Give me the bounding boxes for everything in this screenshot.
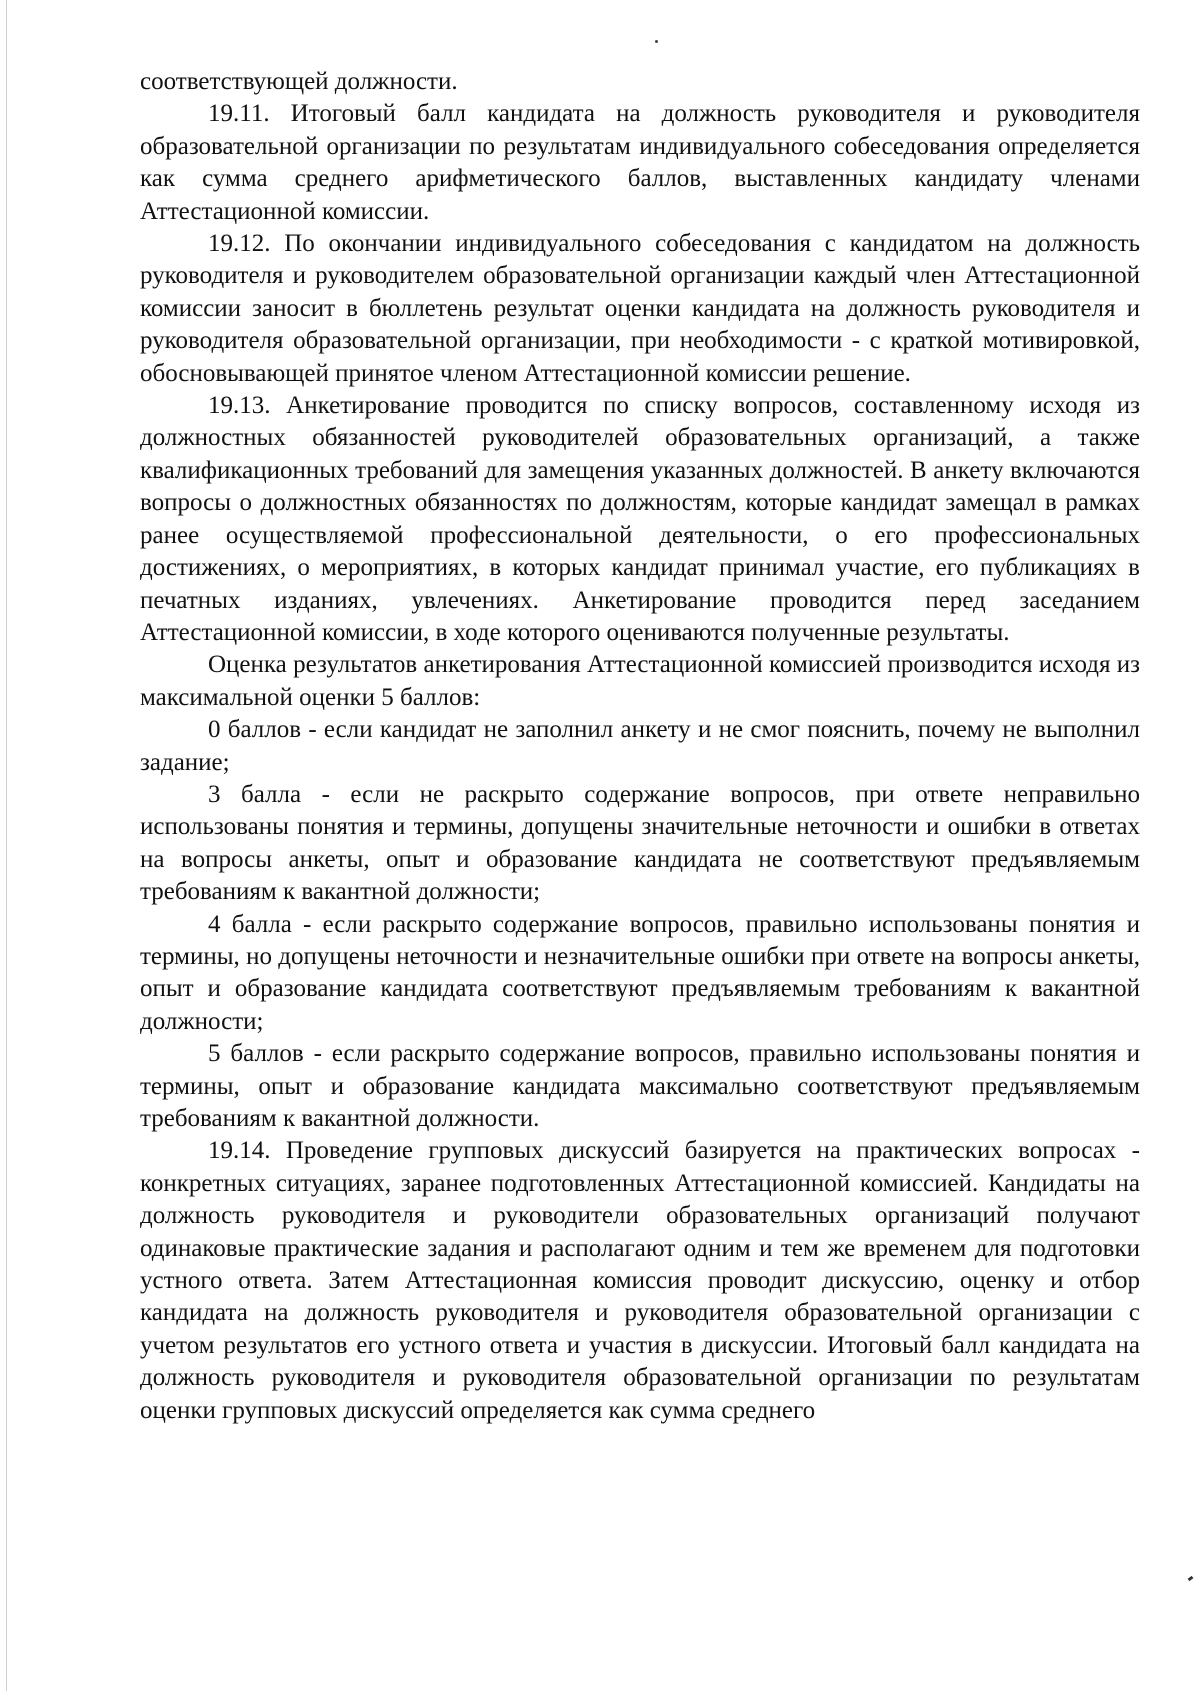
scan-speck-right (1188, 1576, 1194, 1581)
paragraph-score-4: 4 балла - если раскрыто содержание вопросов, правильно использованы понятия и термины, но допущены неточности и незначительные ошибки при ответе на вопросы анкеты, опыт и образование кандидата соответствуют предъявляемым требованиям к вакантной должности; (140, 910, 1140, 1035)
paragraph-assessment-intro: Оценка результатов анкетирования Аттестационной комиссией производится исходя из максимальной оценки 5 баллов: (140, 651, 1140, 711)
paragraph-score-3: 3 балла - если не раскрыто содержание вопросов, при ответе неправильно использованы понятия и термины, допущены значительные неточности и ошибки в ответах на вопросы анкеты, опыт и образование кандидата не соответствуют предъявляемым требованиям к вакантной должности; (140, 780, 1140, 906)
paragraph-score-0: 0 баллов - если кандидат не заполнил анкету и не смог пояснить, почему не выполнил задание; (140, 716, 1140, 776)
paragraph-19-11: 19.11. Итоговый балл кандидата на должность руководителя и руководителя образовательной организации по результатам индивидуального собеседования определяется как сумма среднего арифметического баллов, выставленных кандидату членами Аттестационной комиссии. (140, 100, 1140, 225)
scan-speck-top (655, 40, 658, 43)
document-body (140, 66, 1140, 1427)
paragraph-19-12: 19.12. По окончании индивидуального собеседования с кандидатом на должность руководителя и руководителем образовательной организации каждый член Аттестационной комиссии заносит в бюллетень результат оценки кандидата на должность руководителя и руководителя образовательной организации, при необходимости - с краткой мотивировкой, обосновывающей принятое членом Аттестационной комиссии решение. (140, 230, 1140, 387)
scan-left-edge (6, 0, 7, 1691)
paragraph-19-13: 19.13. Анкетирование проводится по списку вопросов, составленному исходя из должностных обязанностей руководителей образовательных организаций, а также квалификационных требований для замещения указанных должностей. В анкету включаются вопросы о должностных обязанностях по должностям, которые кандидат замещал в рамках ранее осуществляемой профессиональной деятельности, о его профессиональных достижениях, о мероприятиях, в которых кандидат принимал участие, его публикациях в печатных изданиях, увлечениях. Анкетирование проводится перед заседанием Аттестационной комиссии, в ходе которого оцениваются полученные результаты. (140, 392, 1140, 646)
paragraph-score-5: 5 баллов - если раскрыто содержание вопросов, правильно использованы понятия и термины, опыт и образование кандидата максимально соответствуют предъявляемым требованиям к вакантной должности. (140, 1040, 1140, 1132)
paragraph-19-14: 19.14. Проведение групповых дискуссий базируется на практических вопросах - конкретных ситуациях, заранее подготовленных Аттестационной комиссией. Кандидаты на должность руководителя и руководители образовательных организаций получают одинаковые практические задания и располагают одним и тем же временем для подготовки устного ответа. Затем Аттестационная комиссия проводит дискуссию, оценку и отбор кандидата на должность руководителя и руководителя образовательной организации с учетом результатов его устного ответа и участия в дискуссии. Итоговый балл кандидата на должность руководителя и руководителя образовательной организации по результатам оценки групповых дискуссий определяется как сумма среднего (140, 1137, 1140, 1424)
paragraph-continuation: соответствующей должности. (140, 68, 458, 95)
